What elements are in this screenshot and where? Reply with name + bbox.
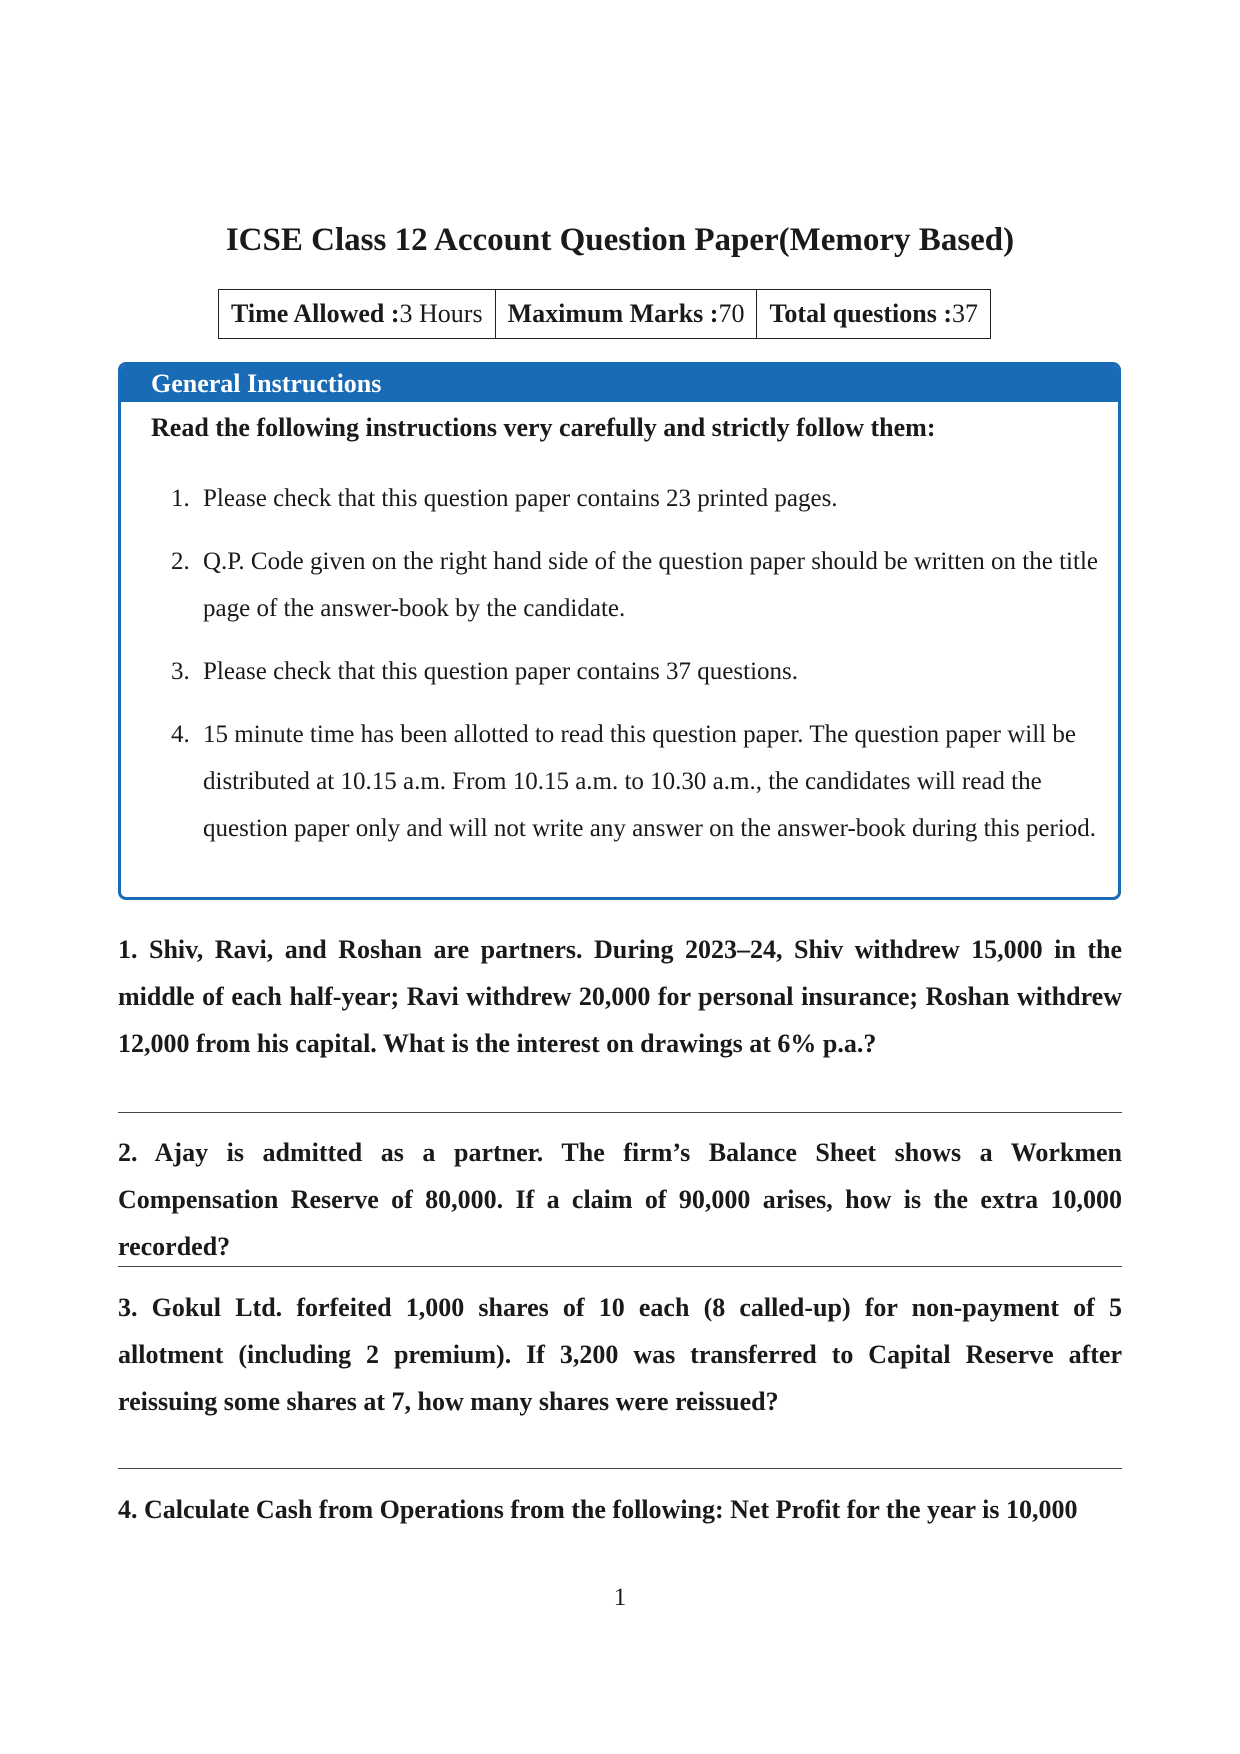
- instructions-header: General Instructions: [121, 365, 1118, 402]
- page-title: ICSE Class 12 Account Question Paper(Memory Based): [225, 222, 1015, 258]
- instruction-item: [171, 538, 1101, 632]
- instruction-item: [171, 648, 1101, 695]
- question-divider: [118, 1266, 1122, 1267]
- instruction-number: 4.: [171, 721, 190, 748]
- instruction-text: Please check that this question paper contains 23 printed pages.: [203, 485, 838, 512]
- time-allowed-value: 3 Hours: [399, 299, 483, 328]
- instruction-item: [171, 711, 1101, 852]
- instruction-text: 15 minute time has been allotted to read this question paper. The question paper will be distributed at 10.15 a.m. From 10.15 a.m. to 10.30 a.m., the candidates will read the question paper only and will not write any answer on the answer-book during this period.: [203, 721, 1097, 842]
- instruction-text: Q.P. Code given on the right hand side of the question paper should be written on the title page of the answer-book by the candidate.: [203, 548, 1098, 622]
- instructions-list: [171, 475, 1101, 868]
- total-questions-cell: [757, 290, 991, 339]
- maximum-marks-label: Maximum Marks :: [507, 299, 719, 328]
- question-4: 4. Calculate Cash from Operations from the following: Net Profit for the year is 10,000: [118, 1495, 1078, 1524]
- question-divider: [118, 1112, 1122, 1113]
- exam-info-table: [218, 289, 991, 339]
- instruction-number: 1.: [171, 485, 190, 512]
- question-divider: [118, 1468, 1122, 1469]
- instruction-number: 3.: [171, 658, 190, 685]
- question-3: 3. Gokul Ltd. forfeited 1,000 shares of 10 each (8 called-up) for non-payment of 5 allotment (including 2 premium). If 3,200 was transferred to Capital Reserve after reissuing some shares at 7, how many shares were reissued?: [118, 1293, 1122, 1416]
- instructions-lead: Read the following instructions very carefully and strictly follow them:: [151, 413, 936, 442]
- instruction-item: [171, 475, 1101, 522]
- question-2: 2. Ajay is admitted as a partner. The firm’s Balance Sheet shows a Workmen Compensation Reserve of 80,000. If a claim of 90,000 arises, how is the extra 10,000 recorded?: [118, 1138, 1122, 1261]
- general-instructions-box: [118, 362, 1121, 900]
- time-allowed-label: Time Allowed :: [231, 299, 400, 328]
- instruction-number: 2.: [171, 548, 190, 575]
- page-number: 1: [613, 1584, 627, 1611]
- maximum-marks-value: 70: [718, 299, 745, 328]
- question-1: 1. Shiv, Ravi, and Roshan are partners. During 2023–24, Shiv withdrew 15,000 in the middle of each half-year; Ravi withdrew 20,000 for personal insurance; Roshan withdrew 12,000 from his capital. What is the interest on drawings at 6% p.a.?: [118, 935, 1122, 1058]
- total-questions-value: 37: [952, 299, 978, 328]
- instruction-text: Please check that this question paper contains 37 questions.: [203, 658, 799, 685]
- total-questions-label: Total questions :: [769, 299, 952, 328]
- time-allowed-cell: [219, 290, 496, 339]
- maximum-marks-cell: [495, 290, 757, 339]
